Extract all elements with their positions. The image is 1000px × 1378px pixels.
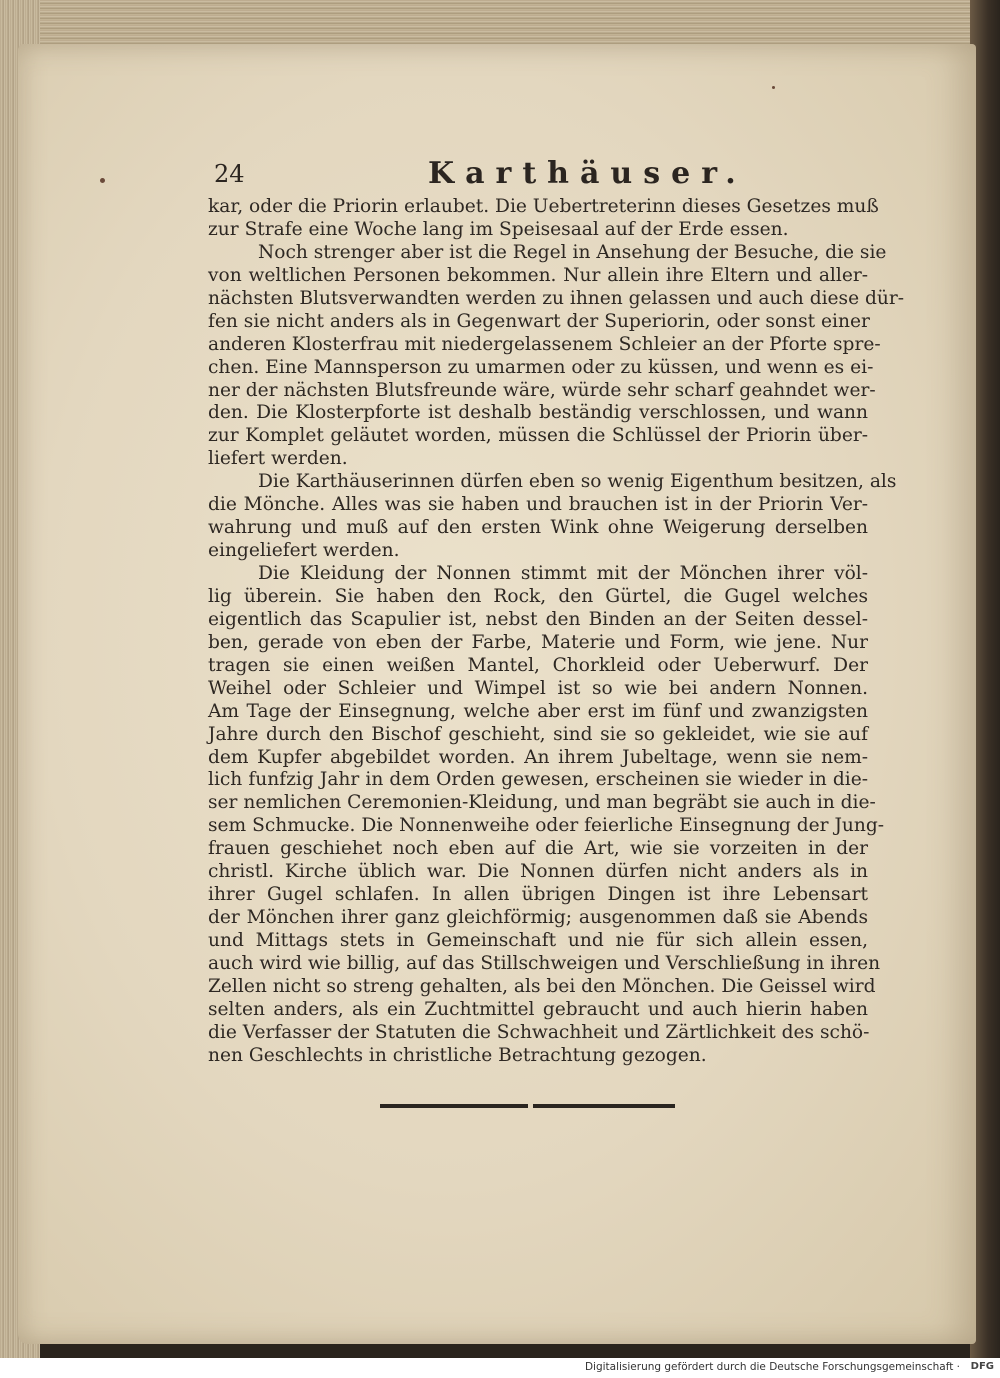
text-line: den. Die Klosterpforte ist deshalb beständig verschlossen, und wann — [208, 402, 868, 424]
text-line: kar, oder die Priorin erlaubet. Die Uebertreterinn dieses Gesetzes muß — [208, 196, 879, 217]
text-line: frauen geschiehet noch eben auf die Art, wie sie vorzeiten in der — [208, 838, 868, 860]
text-line: selten anders, als ein Zuchtmittel gebraucht und auch hierin haben — [208, 998, 868, 1020]
text-line: wahrung und muß auf den ersten Wink ohne Weigerung derselben — [208, 517, 868, 539]
text-line: die Mönche. Alles was sie haben und brauchen ist in der Priorin Ver- — [208, 494, 868, 516]
text-line: Die Kleidung der Nonnen stimmt mit der Mönchen ihrer völ- — [258, 563, 868, 584]
text-line: Jahre durch den Bischof geschieht, sind sie so gekleidet, wie sie auf — [208, 723, 868, 745]
text-line: der Mönchen ihrer ganz gleichförmig; ausgenommen daß sie Abends — [208, 907, 868, 929]
text-line: liefert werden. — [208, 448, 348, 470]
text-line: eingeliefert werden. — [208, 540, 400, 562]
text-line: und Mittags stets in Gemeinschaft und nie für sich allein essen, — [208, 930, 868, 951]
text-line: sem Schmucke. Die Nonnenweihe oder feierliche Einsegnung der Jung- — [208, 815, 885, 837]
text-line: lich funfzig Jahr in dem Orden gewesen, erscheinen sie wieder in die- — [208, 769, 868, 791]
text-line: nen Geschlechts in christliche Betrachtung gezogen. — [208, 1044, 707, 1066]
text-line: von weltlichen Personen bekommen. Nur allein ihre Eltern und aller- — [208, 264, 868, 286]
text-line: eigentlich das Scapulier ist, nebst den Binden an der Seiten dessel- — [208, 608, 868, 630]
text-line: ner der nächsten Blutsfreunde wäre, würde sehr scharf geahndet wer- — [208, 379, 876, 401]
text-line: chen. Eine Mannsperson zu umarmen oder zu küssen, und wenn es ei- — [208, 356, 874, 378]
end-rule-right — [533, 1104, 675, 1108]
text-line: die Verfasser der Statuten die Schwachheit und Zärtlichkeit des schö- — [208, 1021, 870, 1043]
text-line: anderen Klosterfrau mit niedergelassenem Schleier an der Pforte spre- — [208, 333, 881, 355]
text-line: Zellen nicht so streng gehalten, als bei den Mönchen. Die Geissel wird — [208, 975, 876, 997]
body-text — [208, 196, 905, 1068]
page-header — [214, 156, 747, 192]
text-line: zur Komplet geläutet worden, müssen die Schlüssel der Priorin über- — [208, 425, 868, 447]
text-line: nächsten Blutsverwandten werden zu ihnen gelassen und auch diese dür- — [208, 287, 905, 309]
text-line: ser nemlichen Ceremonien-Kleidung, und man begräbt sie auch in die- — [208, 792, 876, 814]
text-line: lig überein. Sie haben den Rock, den Gürtel, die Gugel welches — [208, 585, 868, 607]
running-title: Karthäuser. — [428, 156, 747, 191]
text-line: christl. Kirche üblich war. Die Nonnen dürfen nicht anders als in — [208, 861, 868, 883]
text-line: Noch strenger aber ist die Regel in Ansehung der Besuche, die sie — [258, 241, 887, 263]
text-line: auch wird wie billig, auf das Stillschweigen und Verschließung in ihren — [208, 952, 881, 974]
digitization-credit: Digitalisierung gefördert durch die Deutsche Forschungsgemeinschaft · — [584, 1361, 960, 1373]
text-line: fen sie nicht anders als in Gegenwart der Superiorin, oder sonst einer — [208, 310, 870, 332]
text-line: dem Kupfer abgebildet worden. An ihrem Jubeltage, wenn sie nem- — [208, 746, 868, 768]
text-line: Weihel oder Schleier und Wimpel ist so wie bei andern Nonnen. — [208, 677, 868, 699]
text-line: Die Karthäuserinnen dürfen eben so wenig Eigenthum besitzen, als — [258, 471, 897, 493]
text-line: ihrer Gugel schlafen. In allen übrigen Dingen ist ihre Lebensart — [208, 884, 868, 906]
text-line: Am Tage der Einsegnung, welche aber erst im fünf und zwanzigsten — [208, 700, 868, 722]
page-number: 24 — [214, 160, 245, 188]
dfg-logo: DFG — [970, 1361, 994, 1372]
ink-speck — [100, 178, 105, 183]
text-line: tragen sie einen weißen Mantel, Chorkleid oder Ueberwurf. Der — [208, 654, 868, 676]
text-line: ben, gerade von eben der Farbe, Materie und Form, wie jene. Nur — [208, 631, 868, 653]
ink-speck — [772, 86, 775, 89]
digitization-footer — [0, 1358, 1000, 1378]
text-line: zur Strafe eine Woche lang im Speisesaal auf der Erde essen. — [208, 218, 789, 240]
end-rule-left — [380, 1104, 528, 1108]
